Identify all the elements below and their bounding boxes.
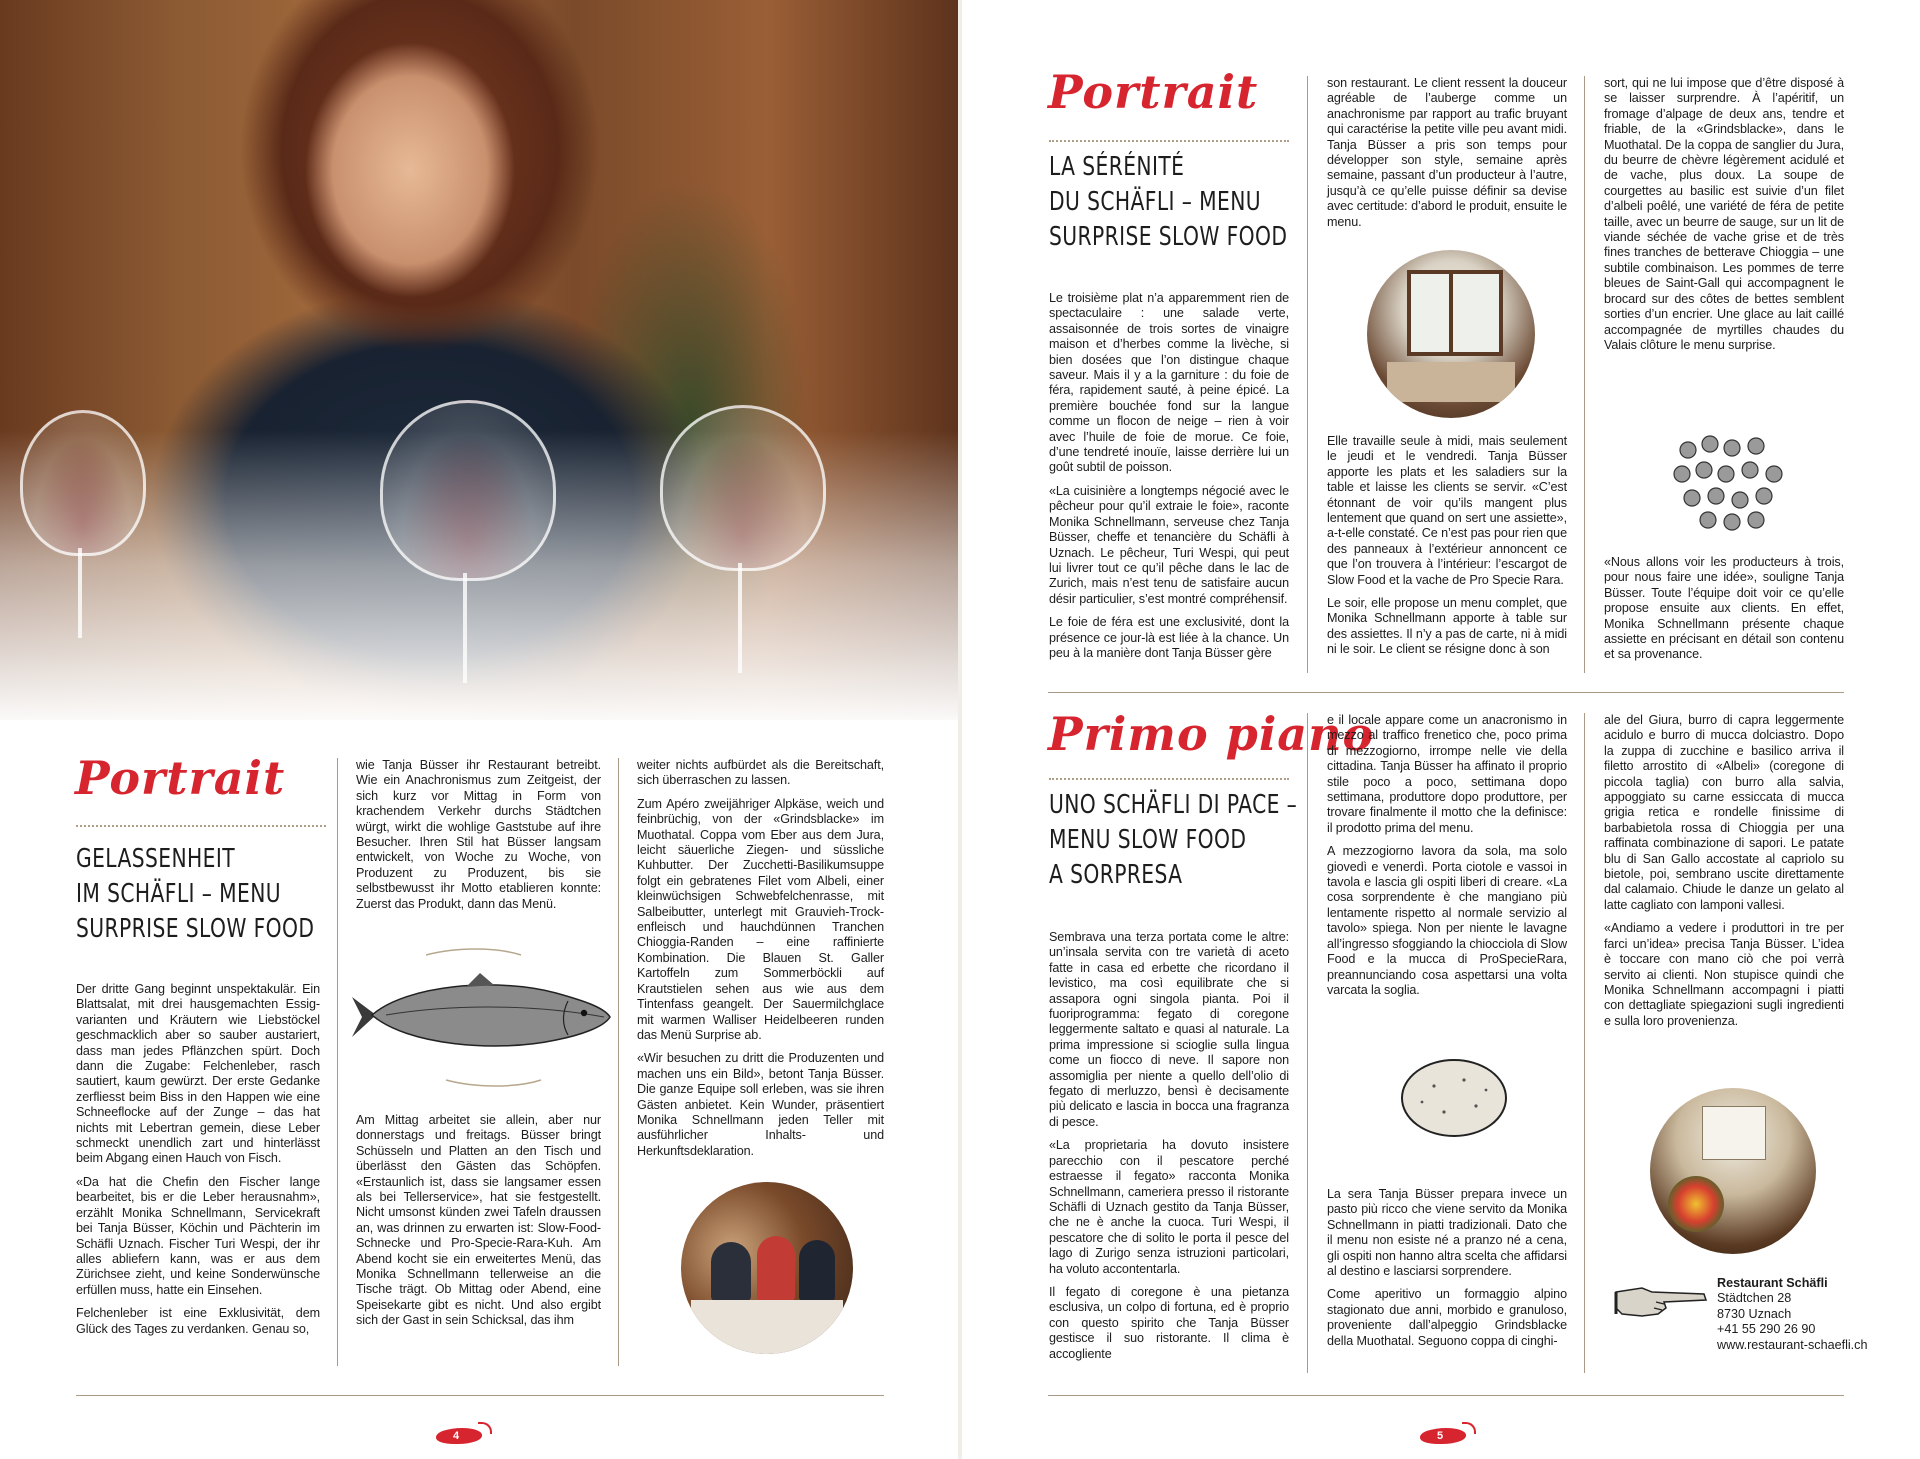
paragraph: Come aperitivo un formaggio alpino stagionato due anni, morbido e granuloso, proveniente dall’alpeggio Grindsblacke della Muothatal. Seguono coppa di cinghi- [1327,1287,1567,1348]
dotted-divider [76,825,326,827]
headline-line: A SORPRESA [1049,860,1183,890]
restaurant-address [1717,1276,1868,1353]
person-figure [757,1236,795,1302]
article-column-it-1 [1049,930,1289,1362]
headline-de [76,842,314,947]
paragraph: «Wir besuchen zu dritt die Produzenten und machen uns ein Bild», betont Tanja Büsser. Die ganze Equipe soll erleben, was sie ihren Gästen anbietet. Kein Wunder, präsentiert Monika Schnellmann jeden Teller mit ausführlicher Inhalts- und Herkunftsdeklaration. [637,1051,884,1158]
article-column-it-2-top [1327,713,1567,998]
restaurant-street: Städtchen 28 [1717,1291,1792,1306]
window-frame [1407,270,1503,356]
article-column-de-2-bottom [356,1113,601,1329]
restaurant-name: Restaurant Schäfli [1717,1276,1828,1290]
paragraph: «Andiamo a vedere i produttori in tre per farci un’idea» precisa Tanja Büsser. L’idea è toccare con mano ciò che poi verrà servito ai clienti. Non stupisce quindi che Monika Schnellmann accompagni i piatti con dettagliate spiegazioni sugli ingredienti e sulla loro provenienza. [1604,921,1844,1028]
primo-piano-kicker: Primo piano [1048,707,1375,761]
paragraph: ale del Giura, burro di capra leggermente acidulo e burro di mucca dolciastro. Dopo la zuppa di zucchine e basilico arriva il filetto arrostito di «Albeli» (coregone di piccola taglia) con burro alla salvia, appoggiato su carne essiccata di mucca grigia retica e rondelle finissime di barbabietola rossa di Chioggia per una raffinata combinazione di sapori. Le patate blu di San Gallo accostate al capriolo su bietole, poi, sembrano uscite direttamente dal calamaio. Chiude le danze un gelato al latte cagliato con lamponi vallesi. [1604,713,1844,912]
paragraph: wie Tanja Büsser ihr Restaurant betreibt. Wie ein Anachronismus zum Zeitgeist, der sich kurz vor Mittag in Form von krachendem Verkehr durchs Städtchen würgt, wirkt die wohlige Gaststube auf ihre Besucher. Ihren Stil hat Büsser langsam entwickelt, von Woche zu Woche, von Produzent zu Produzent, bis sie selbstbewusst ihr Motto etablieren konnte: Zuerst das Produkt, dann das Menü. [356,758,601,911]
hero-photo-chef-with-wineglasses [0,0,958,720]
table-surface [1387,362,1515,402]
paragraph: Der dritte Gang beginnt unspektakulär. Ein Blattsalat, mit drei hausgemachten Essig-varianten und Kräutern wie Liebstöckel geschmacklich aber so sauber austariert, dass man jedes Pflänzchen spürt. Doch dann die Zugabe: Felchenleber, rasch sautiert, kaum gewürzt. Der erste Gedanke zerfliesst beim Biss in den Happen wie eine Schneeflocke auf der Zunge – das hat nichts mit Lebertran gemein, diese Leber schmeckt unendlich zart und hinterlässt beim Abgang einen Hauch von Fisch. [76,982,320,1166]
table-surface [691,1300,843,1354]
article-column-it-3 [1604,713,1844,1029]
right-page [962,0,1920,1459]
pointing-hand-icon [1612,1278,1710,1322]
headline-line: LA SÉRÉNITÉ [1049,152,1185,182]
hero-photo-fade [0,430,958,730]
paragraph: «La proprietaria ha dovuto insistere parecchio con il pescatore perché estraesse il fegato» racconta Monika Schnellmann, cameriera presso il ristorante Schäfli di Uznach gestito da Tanja Büsser, che ne è anche la cuoca. Turi Wespi, il pescatore che di solito le porta il pesce del lago di Zurigo senza istruzioni particolari, ha voluto accontentarla. [1049,1138,1289,1276]
footer-rule [76,1395,884,1396]
flower-bouquet [1668,1176,1724,1232]
headline-line: GELASSENHEIT [76,844,236,874]
paragraph: A mezzogiorno lavora da sola, ma solo giovedì e venerdì. Porta ciotole e vassoi in tavola e lascia gli ospiti liberi di creare. «La cosa sorprendente è che mangiano più lentamente rispetto al normale servizio al tavolo» spiega. Non per niente le lavagne all’ingresso sfoggiando la chiocciola di Slow Food e la mucca di ProSpecieRara, preannunciando cosa aspettarsi una volta varcata la soglia. [1327,844,1567,997]
paragraph: La sera Tanja Büsser prepara invece un pasto più ricco che viene servito da Monika Schnellmann in piatti tradizionali. Dato che il menu non esiste né a pranzo né a cena, gli ospiti non hanno altra scelta che affidarsi al destino e lasciarsi sorprendere. [1327,1187,1567,1279]
headline-fr [1049,150,1287,255]
left-page [0,0,958,1459]
headline-line: SURPRISE SLOW FOOD [1049,222,1288,252]
dining-room-window-photo [1367,250,1535,418]
headline-line: SURPRISE SLOW FOOD [76,914,315,944]
restaurant-phone: +41 55 290 26 90 [1717,1322,1816,1337]
column-rule [618,758,619,1366]
hazelnuts-illustration [1670,430,1790,535]
fish-illustration [346,945,616,1095]
article-column-de-1 [76,982,320,1337]
paragraph: Le soir, elle propose un menu complet, que Monika Schnellmann apporte à table sur des assiettes. Il n’y a pas de carte, ni à midi ni le soir. Le client se résigne donc à son [1327,596,1567,657]
person-figure [799,1240,835,1302]
column-rule [1307,713,1308,1373]
article-column-fr-2-bottom [1327,434,1567,658]
dotted-divider [1049,140,1289,142]
column-rule [337,758,338,1366]
column-rule [1584,76,1585,673]
restaurant-interior-photo [681,1182,853,1354]
section-divider [1048,692,1844,693]
paragraph: Am Mittag arbeitet sie allein, aber nur donnerstags und freitags. Büsser bringt Schüsseln und Platten an den Tisch und überlässt den Gästen das Schöpfen. «Erstaunlich ist, dass sie langsamer essen als bei Tellerservice», hat sie festgestellt. Nicht umsonst künden zwei Tafeln draussen an, was drinnen zu erwarten ist: Slow-Food-Schnecke und Pro-Specie-Rara-Kuh. Am Abend kocht sie ein erweitertes Menü, das Monika Schnellmann tellerweise an die Tische trägt. Ob Mittag oder Abend, eine Speisekarte gibt es nicht. Und also ergibt sich der Gast in sein Schicksal, das ihm [356,1113,601,1328]
article-column-fr-1 [1049,291,1289,661]
headline-line: MENU SLOW FOOD [1049,825,1247,855]
restaurant-sign-flowers-photo [1650,1088,1816,1254]
paragraph: sort, qui ne lui impose que d’être disposé à se laisser surprendre. À l’apéritif, un fromage d’alpage de deux ans, tendre et friable, de la «Grindsblacke», dans le Muothatal. De la coppa de sanglier du Jura, du beurre de chèvre légèrement acidulé et de vache, plus doux. La soupe de courgettes au basilic est suivie d’un filet d’albeli poêlé, une variété de féra de petite taille, avec un beurre de sauge, sur un lit de viande séchée de vache grise et de très fines tranches de betterave Chioggia – une subtile combinaison. Les pommes de terre bleues de Saint-Gall qui accompagnent le brocard sur des côtes de bettes semblent sorties d’un encrier. Une glace au lait caillé accompagnée de myrtilles chaudes du Valais clôture le menu surprise. [1604,76,1844,352]
potato-illustration [1394,1050,1514,1145]
person-figure [711,1242,751,1302]
column-rule [1584,713,1585,1373]
paragraph: son restaurant. Le client ressent la douceur agréable de l’auberge comme un anachronisme par rapport au trafic bruyant qui caractérise la petite ville peu avant midi. Tanja Büsser a pris son temps pour développer son style, semaine après semaine, passant d’un producteur à l’autre, jusqu’à ce qu’elle puisse définir sa devise avec certitude: d’abord le produit, ensuite le menu. [1327,76,1567,229]
headline-line: IM SCHÄFLI – MENU [76,879,282,909]
paragraph: Felchenleber ist eine Exklusivität, dem Glück des Tages zu verdanken. Genau so, [76,1306,320,1336]
article-column-fr-2-top [1327,76,1567,230]
column-rule [1307,76,1308,673]
paragraph: «La cuisinière a longtemps négocié avec le pêcheur pour qu’il extraie le foie», raconte Monika Schnellmann, serveuse chez Tanja Büsser, cheffe et tenancière du Schäfli à Uznach. Le pêcheur, Turi Wespi, qui peut lui livrer tout ce qu’il pêche dans le lac de Zurich, mais n’est tenu de satisfaire aucun désir particulier, s’est montré compréhensif. [1049,483,1289,606]
page-number: 5 [1436,1430,1444,1442]
paragraph: Il fegato di coregone è una pietanza esclusiva, un colpo di fortuna, ed è proprio con questo spirito che Tanja Büsser gestisce il suo ristorante. Il clima è accogliente [1049,1284,1289,1361]
paragraph: Le foie de féra est une exclusivité, dont la présence ce jour-là est liée à la chance. Un peu à la manière dont Tanja Büsser gère [1049,615,1289,660]
paragraph: Elle travaille seule à midi, mais seulement le jeudi et le vendredi. Tanja Büsser apporte les plats et les saladiers sur la table et laisse les clients se servir. «C’est étonnant de voir qu’ils mangent plus lentement que quand on sert une assiette», a-t-elle constaté. Ce n’est pas pour rien que des panneaux à l’extérieur annoncent ce que l’on trouvera à l’intérieur: l’escargot de Slow Food et la vache de Pro Specie Rara. [1327,434,1567,587]
restaurant-website[interactable]: www.restaurant-schaefli.ch [1717,1337,1868,1352]
window-mullion [1449,270,1453,352]
article-column-fr-3-top [1604,76,1844,353]
headline-line: DU SCHÄFLI – MENU [1049,187,1262,217]
paragraph: weiter nichts aufbürdet als die Bereitschaft, sich überraschen zu lassen. [637,758,884,788]
restaurant-city: 8730 Uznach [1717,1306,1792,1321]
portrait-kicker-fr: Portrait [1048,65,1259,119]
paragraph: e il locale appare come un anacronismo in mezzo al traffico frenetico che, poco prima di mezzogiorno, irrompe nelle vie della cittadina. Tanja Büsser ha affinato il proprio stile poco a poco, settimana dopo settimana, produttore dopo produttore, per trovare finalmente il motto che la definisce: il prodotto prima del menu. [1327,713,1567,835]
paragraph: Zum Apéro zweijähriger Alpkäse, weich und feinbrüchig, von der «Grindsblacke» im Muothatal. Coppa vom Eber aus dem Jura, leicht säuerliche Ziegen- und süssliche Kuhbutter. Der Zucchetti-Basilikumsuppe folgt ein gebratenes Filet vom Albeli, einer kleinwüchsigen Schwebfelchenrasse, mit Salbeibutter, unterlegt mit Grauvieh-Trock-enfleisch und hauchdünnen Tranchen Chioggia-Randen – eine raffinierte Kombination. Die Blauen St. Galler Kartoffeln zum Sommerböckli auf Krautstielen sehen aus wie aus dem Tintenfass geangelt. Der Sauermilchglace mit warmen Walliser Heidelbeeren runden das Menü Surprise ab. [637,796,884,1042]
paragraph: Sembrava una terza portata come le altre: un’insala servita con tre varietà di aceto fatte in casa ed erbette che ricordano il levistico, ma così equilibrate che si assapora ogni singola pianta. Poi il fuoriprogramma: fegato di coregone leggermente saltato e quasi al naturale. La prima impressione si scioglie sulla lingua come un fiocco di neve. Il sapore non assomiglia per niente a quello dell’olio di fegato di merluzzo, bensì è decisamente più delicato e lascia in bocca una fragranza di pesce. [1049,930,1289,1129]
headline-it [1049,788,1297,893]
article-column-it-2-bottom [1327,1187,1567,1349]
footer-rule [1048,1395,1844,1396]
framed-sign [1702,1106,1766,1160]
paragraph: Le troisième plat n’a apparemment rien de spectaculaire : une salade verte, assaisonnée de trois sortes de vinaigre maison et d’herbes comme la livèche, si bien dosées que l’on distingue chaque saveur. Mais il y a la garniture : du foie de féra, rapidement sauté, à peine épicé. La première bouchée fond sur la langue comme un flocon de neige – rien à voir avec l’huile de foie de morue. Ce foie, d’une tendreté inouïe, laisse derrière lui un goût subtil de poisson. [1049,291,1289,475]
article-column-fr-3-bottom [1604,555,1844,663]
headline-line: UNO SCHÄFLI DI PACE – [1049,790,1298,820]
paragraph: «Da hat die Chefin den Fischer lange bearbeitet, bis er die Leber herausnahm», erzählt Monika Schnellmann, Servicekraft bei Tanja Büsser, Köchin und Pächterin im Schäfli Uznach. Fischer Turi Wespi, der ihr alles abliefern kann, was er aus dem Zürichsee zieht, und keine Sonderwünsche erfüllen muss, hatte ein Einsehen. [76,1174,320,1297]
article-column-de-3 [637,758,884,1159]
page-number: 4 [452,1430,460,1442]
paragraph: «Nous allons voir les producteurs à trois, pour nous faire une idée», souligne Tanja Büsser. Toute l’équipe doit voir ce qu’elle propose ensuite aux clients. En effet, Monika Schnellmann présente chaque assiette en précisant en détail son contenu et sa provenance. [1604,555,1844,662]
article-column-de-2-top [356,758,601,912]
dotted-divider [1049,778,1289,780]
portrait-kicker: Portrait [75,751,286,805]
